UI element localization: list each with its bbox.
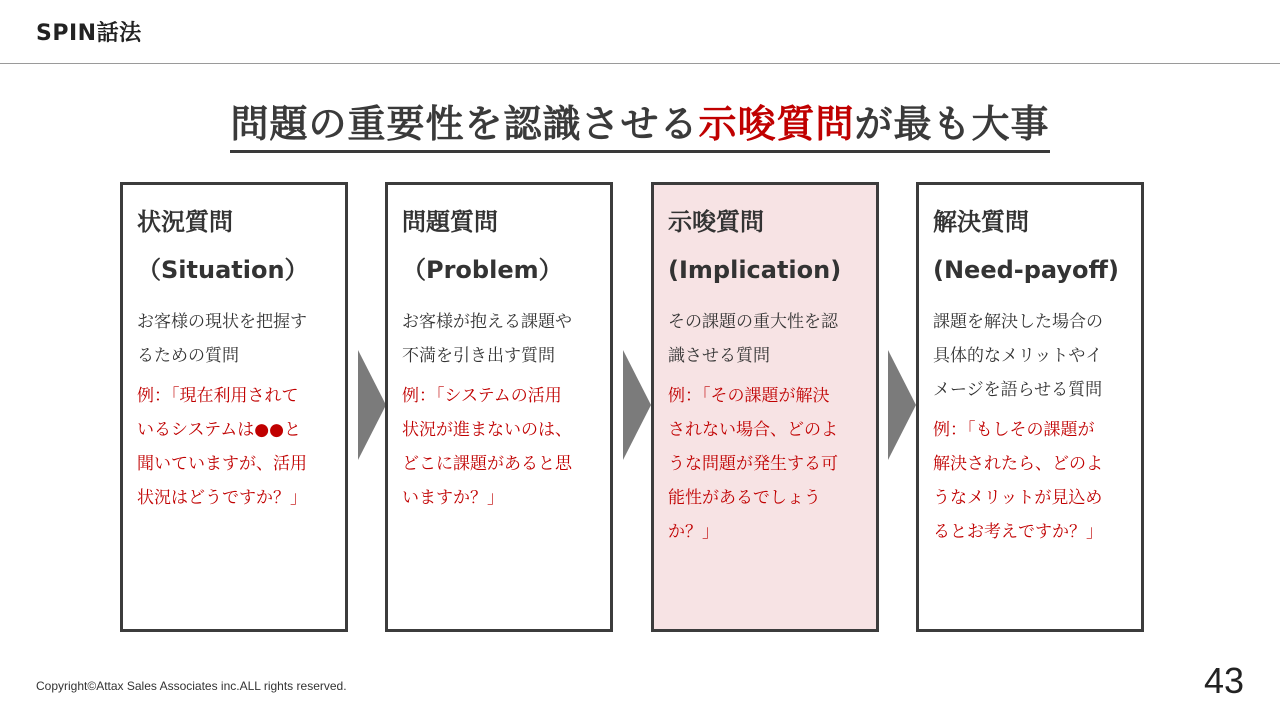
header-divider xyxy=(0,63,1280,64)
card-subtitle: (Need-payoff) xyxy=(933,256,1119,284)
card-subtitle: (Implication) xyxy=(668,256,842,284)
headline-suffix: が最も大事 xyxy=(854,102,1050,146)
headline-accent: 示唆質問 xyxy=(698,102,855,146)
card-example: 例：「もしその課題が 解決されたら、どのよ うなメリットが見込め るとお考えですか？」 xyxy=(933,420,1103,542)
card-description: その課題の重大性を認 識させる質問 xyxy=(668,312,838,366)
card-label: 状況質問 xyxy=(137,208,233,236)
chevron-right-icon xyxy=(888,350,916,460)
card-subtitle: （Situation） xyxy=(137,256,309,284)
card-need-payoff xyxy=(916,182,1144,632)
card-implication xyxy=(651,182,879,632)
chevron-right-icon xyxy=(623,350,651,460)
headline xyxy=(0,100,1280,153)
card-problem xyxy=(385,182,613,632)
chevron-right-icon xyxy=(358,350,386,460)
slide-title: SPIN話法 xyxy=(36,21,142,46)
card-description: お客様の現状を把握す るための質問 xyxy=(137,312,307,366)
card-description: お客様が抱える課題や 不満を引き出す質問 xyxy=(402,312,572,366)
card-example: 例：「システムの活用 状況が進まないのは、 どこに課題があると思 いますか？」 xyxy=(402,386,572,508)
headline-prefix: 問題の重要性を認識させる xyxy=(230,102,699,146)
card-label: 示唆質問 xyxy=(668,208,764,236)
card-situation xyxy=(120,182,348,632)
copyright-text: Copyright©Attax Sales Associates inc.ALL rights reserved. xyxy=(36,679,347,693)
page-number: 43 xyxy=(1203,660,1244,701)
card-example: 例：「現在利用されて いるシステムは●●と 聞いていますが、活用 状況はどうですか？」 xyxy=(137,386,307,508)
card-subtitle: （Problem） xyxy=(402,256,563,284)
card-label: 問題質問 xyxy=(402,208,498,236)
card-description: 課題を解決した場合の 具体的なメリットやイ メージを語らせる質問 xyxy=(933,312,1103,400)
headline-underlined-text xyxy=(230,100,1049,153)
card-label: 解決質問 xyxy=(933,208,1029,236)
card-example: 例：「その課題が解決 されない場合、どのよ うな問題が発生する可 能性があるでしょう か？」 xyxy=(668,386,838,542)
